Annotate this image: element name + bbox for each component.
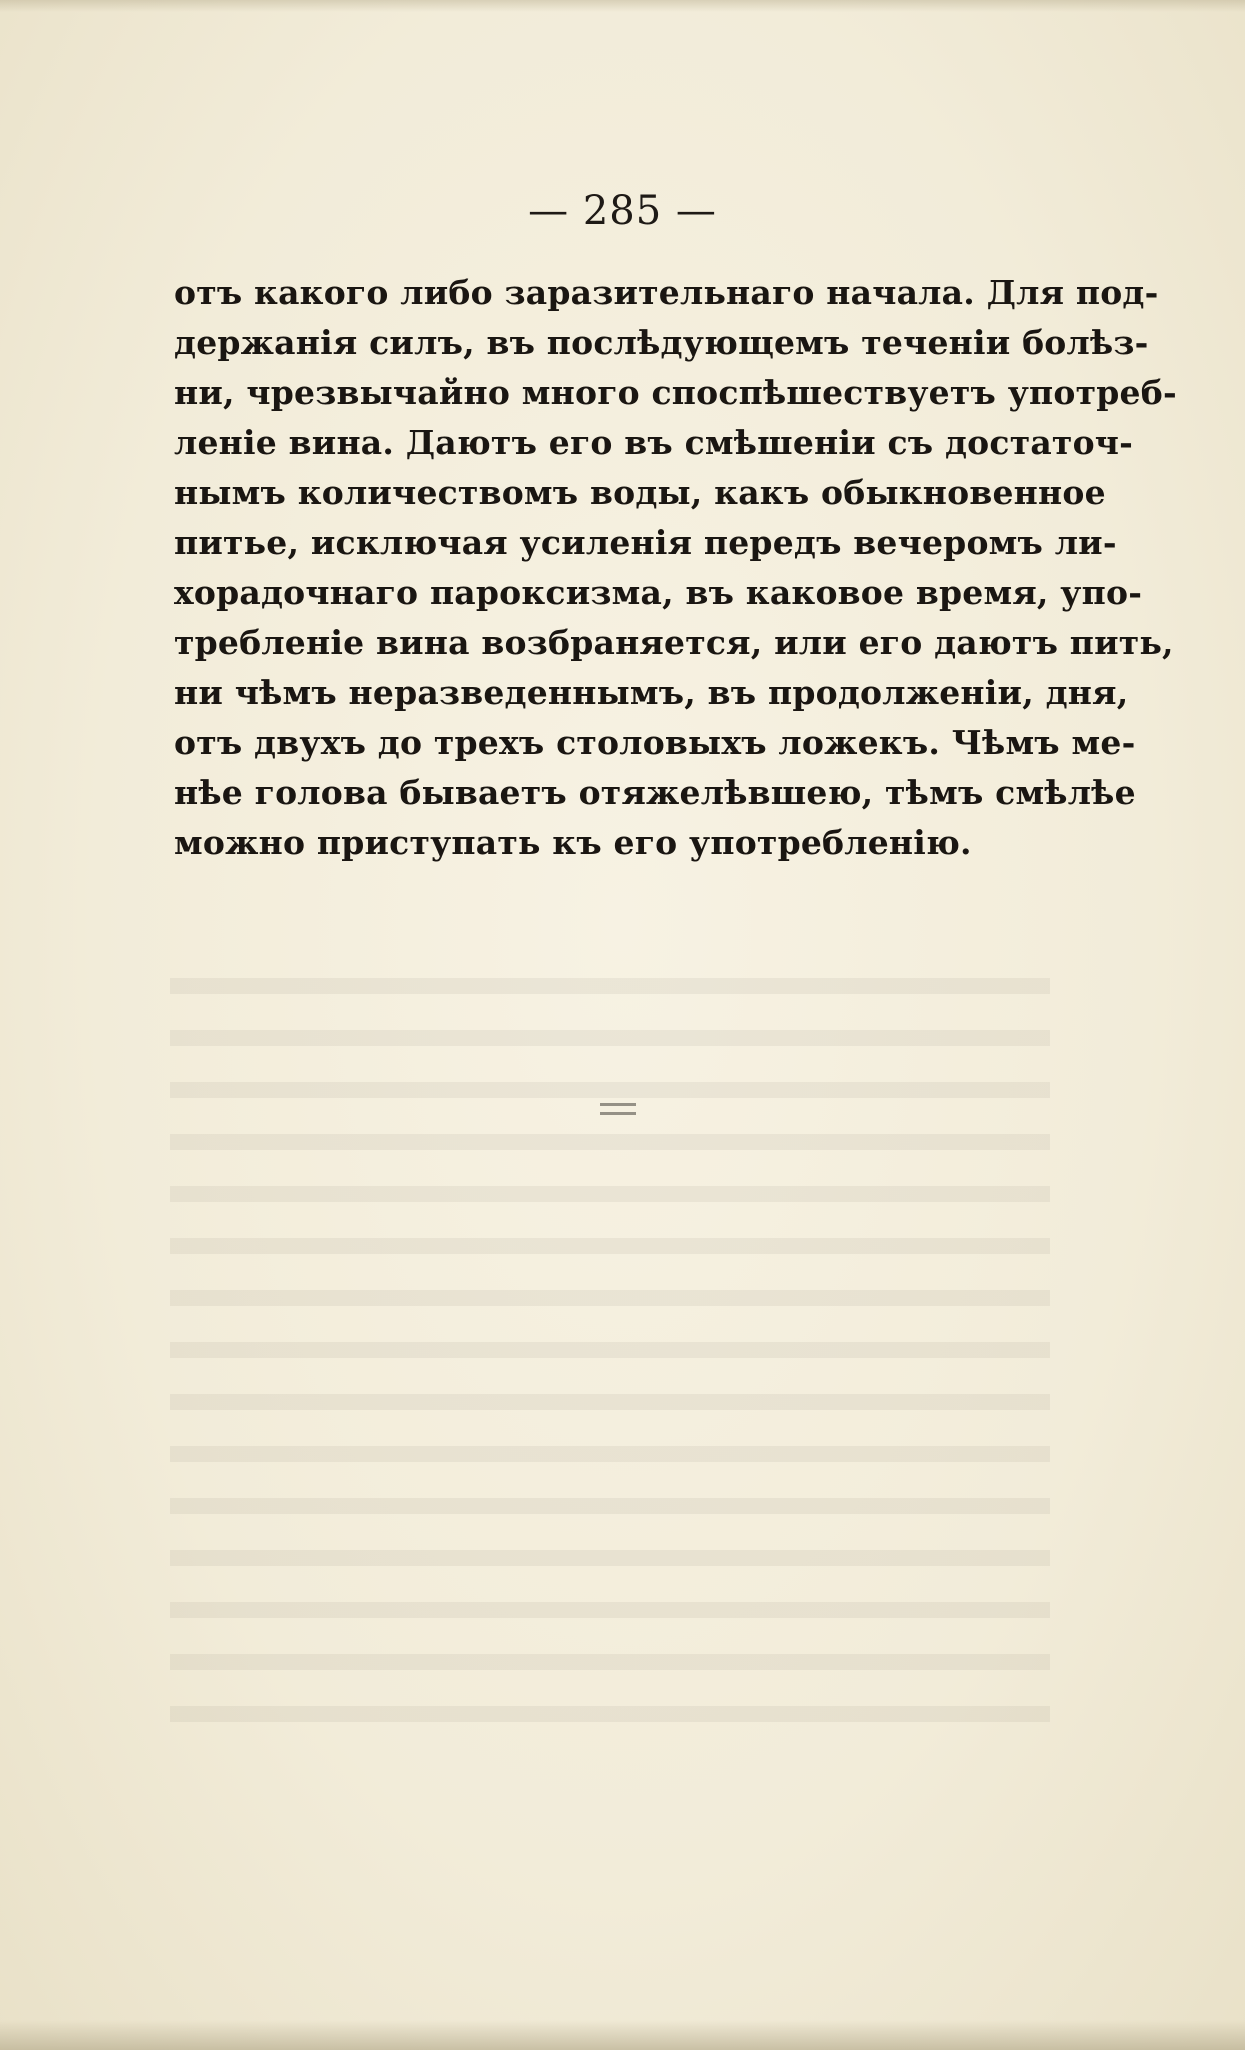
text-line-2: держанія силъ, въ послѣдующемъ теченіи болѣз- <box>174 323 1149 362</box>
reverse-side-show-through <box>170 950 1050 1730</box>
text-line-4: леніе вина. Даютъ его въ смѣшеніи съ достаточ- <box>174 423 1134 462</box>
page-top-edge <box>0 0 1245 12</box>
double-rule-mark <box>600 1103 636 1115</box>
page-bottom-edge <box>0 2020 1245 2050</box>
text-line-9: ни чѣмъ неразведеннымъ, въ продолженіи, дня, <box>174 673 1129 712</box>
text-line-10: отъ двухъ до трехъ столовыхъ ложекъ. Чѣмъ ме- <box>174 723 1136 762</box>
text-line-7: хорадочнаго пароксизма, въ каковое время, упо- <box>174 573 1143 612</box>
text-line-11: нѣе голова бываетъ отяжелѣвшею, тѣмъ смѣлѣе <box>174 773 1136 812</box>
text-line-5: нымъ количествомъ воды, какъ обыкновенное <box>174 473 1106 512</box>
text-line-3: ни, чрезвычайно много споспѣшествуетъ употреб- <box>174 373 1177 412</box>
text-line-8: требленіе вина возбраняется, или его даютъ пить, <box>174 623 1174 662</box>
page-number: — 285 — <box>528 188 717 234</box>
text-line-6: питье, исключая усиленія передъ вечеромъ ли- <box>174 523 1117 562</box>
body-text <box>174 268 1177 868</box>
text-line-1: отъ какого либо заразительнаго начала. Для под- <box>174 273 1159 312</box>
text-line-12: можно приступать къ его употребленію. <box>174 823 972 862</box>
